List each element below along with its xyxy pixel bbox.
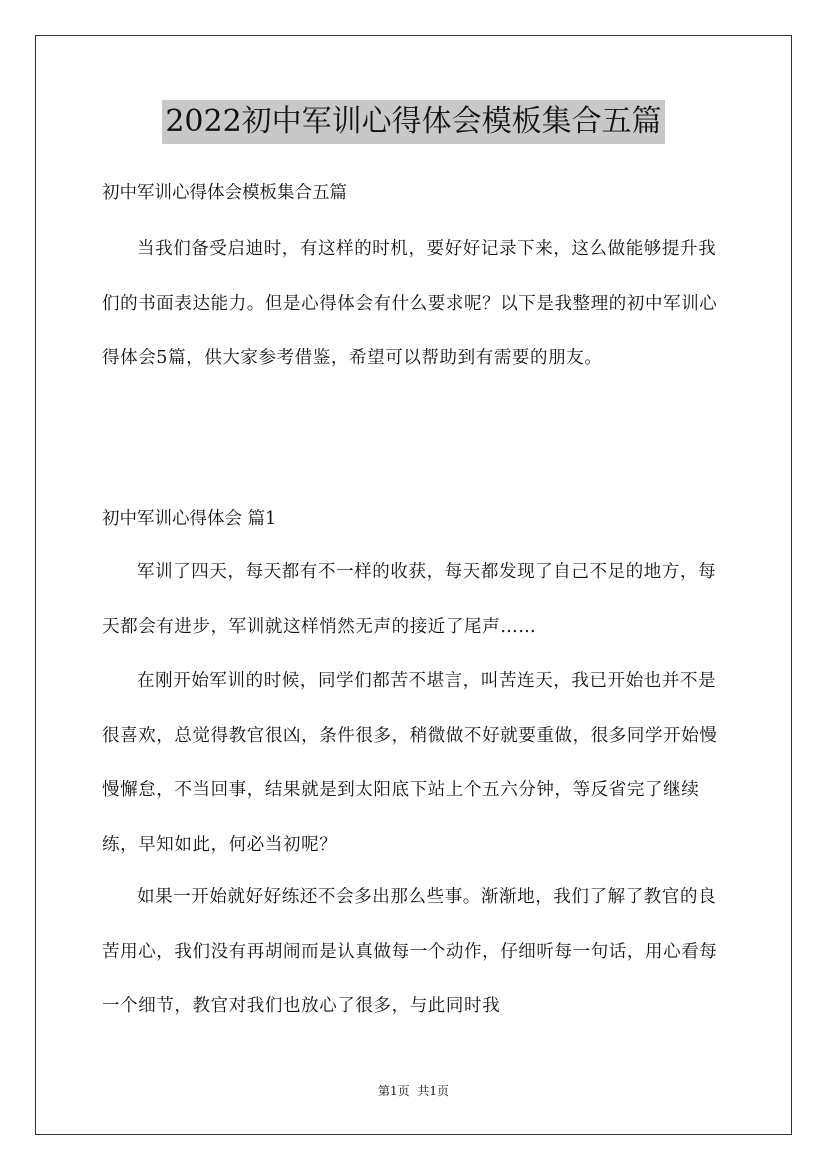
body-paragraph: 在刚开始军训的时候，同学们都苦不堪言，叫苦连天，我已开始也并不是很喜欢，总觉得教官很凶，条件很多，稍微做不好就要重做，很多同学开始慢慢懈怠，不当回事，结果就是到太阳底下站上个五六分钟，等反省完了继续练，早知如此，何必当初呢？	[102, 671, 718, 855]
document-subtitle: 初中军训心得体会模板集合五篇	[102, 183, 347, 203]
title-container	[0, 100, 827, 144]
page-total: 共1页	[417, 1084, 449, 1098]
body-paragraph: 如果一开始就好好练还不会多出那么些事。渐渐地，我们了解了教官的良苦用心，我们没有再胡闹而是认真做每一个动作，仔细听每一句话，用心看每一个细节，教官对我们也放心了很多，与此同时我	[102, 887, 718, 1017]
section-heading: 初中军训心得体会 篇1	[102, 509, 277, 529]
intro-paragraph: 当我们备受启迪时，有这样的时机，要好好记录下来，这么做能够提升我们的书面表达能力。但是心得体会有什么要求呢？以下是我整理的初中军训心得体会5篇，供大家参考借鉴，希望可以帮助到有需要的朋友。	[102, 239, 718, 369]
document-title: 2022初中军训心得体会模板集合五篇	[162, 100, 664, 144]
body-paragraph: 军训了四天，每天都有不一样的收获，每天都发现了自己不足的地方，每天都会有进步，军训就这样悄然无声的接近了尾声……	[102, 562, 717, 637]
page-number: 第1页	[378, 1084, 410, 1098]
page-footer	[0, 1083, 827, 1099]
